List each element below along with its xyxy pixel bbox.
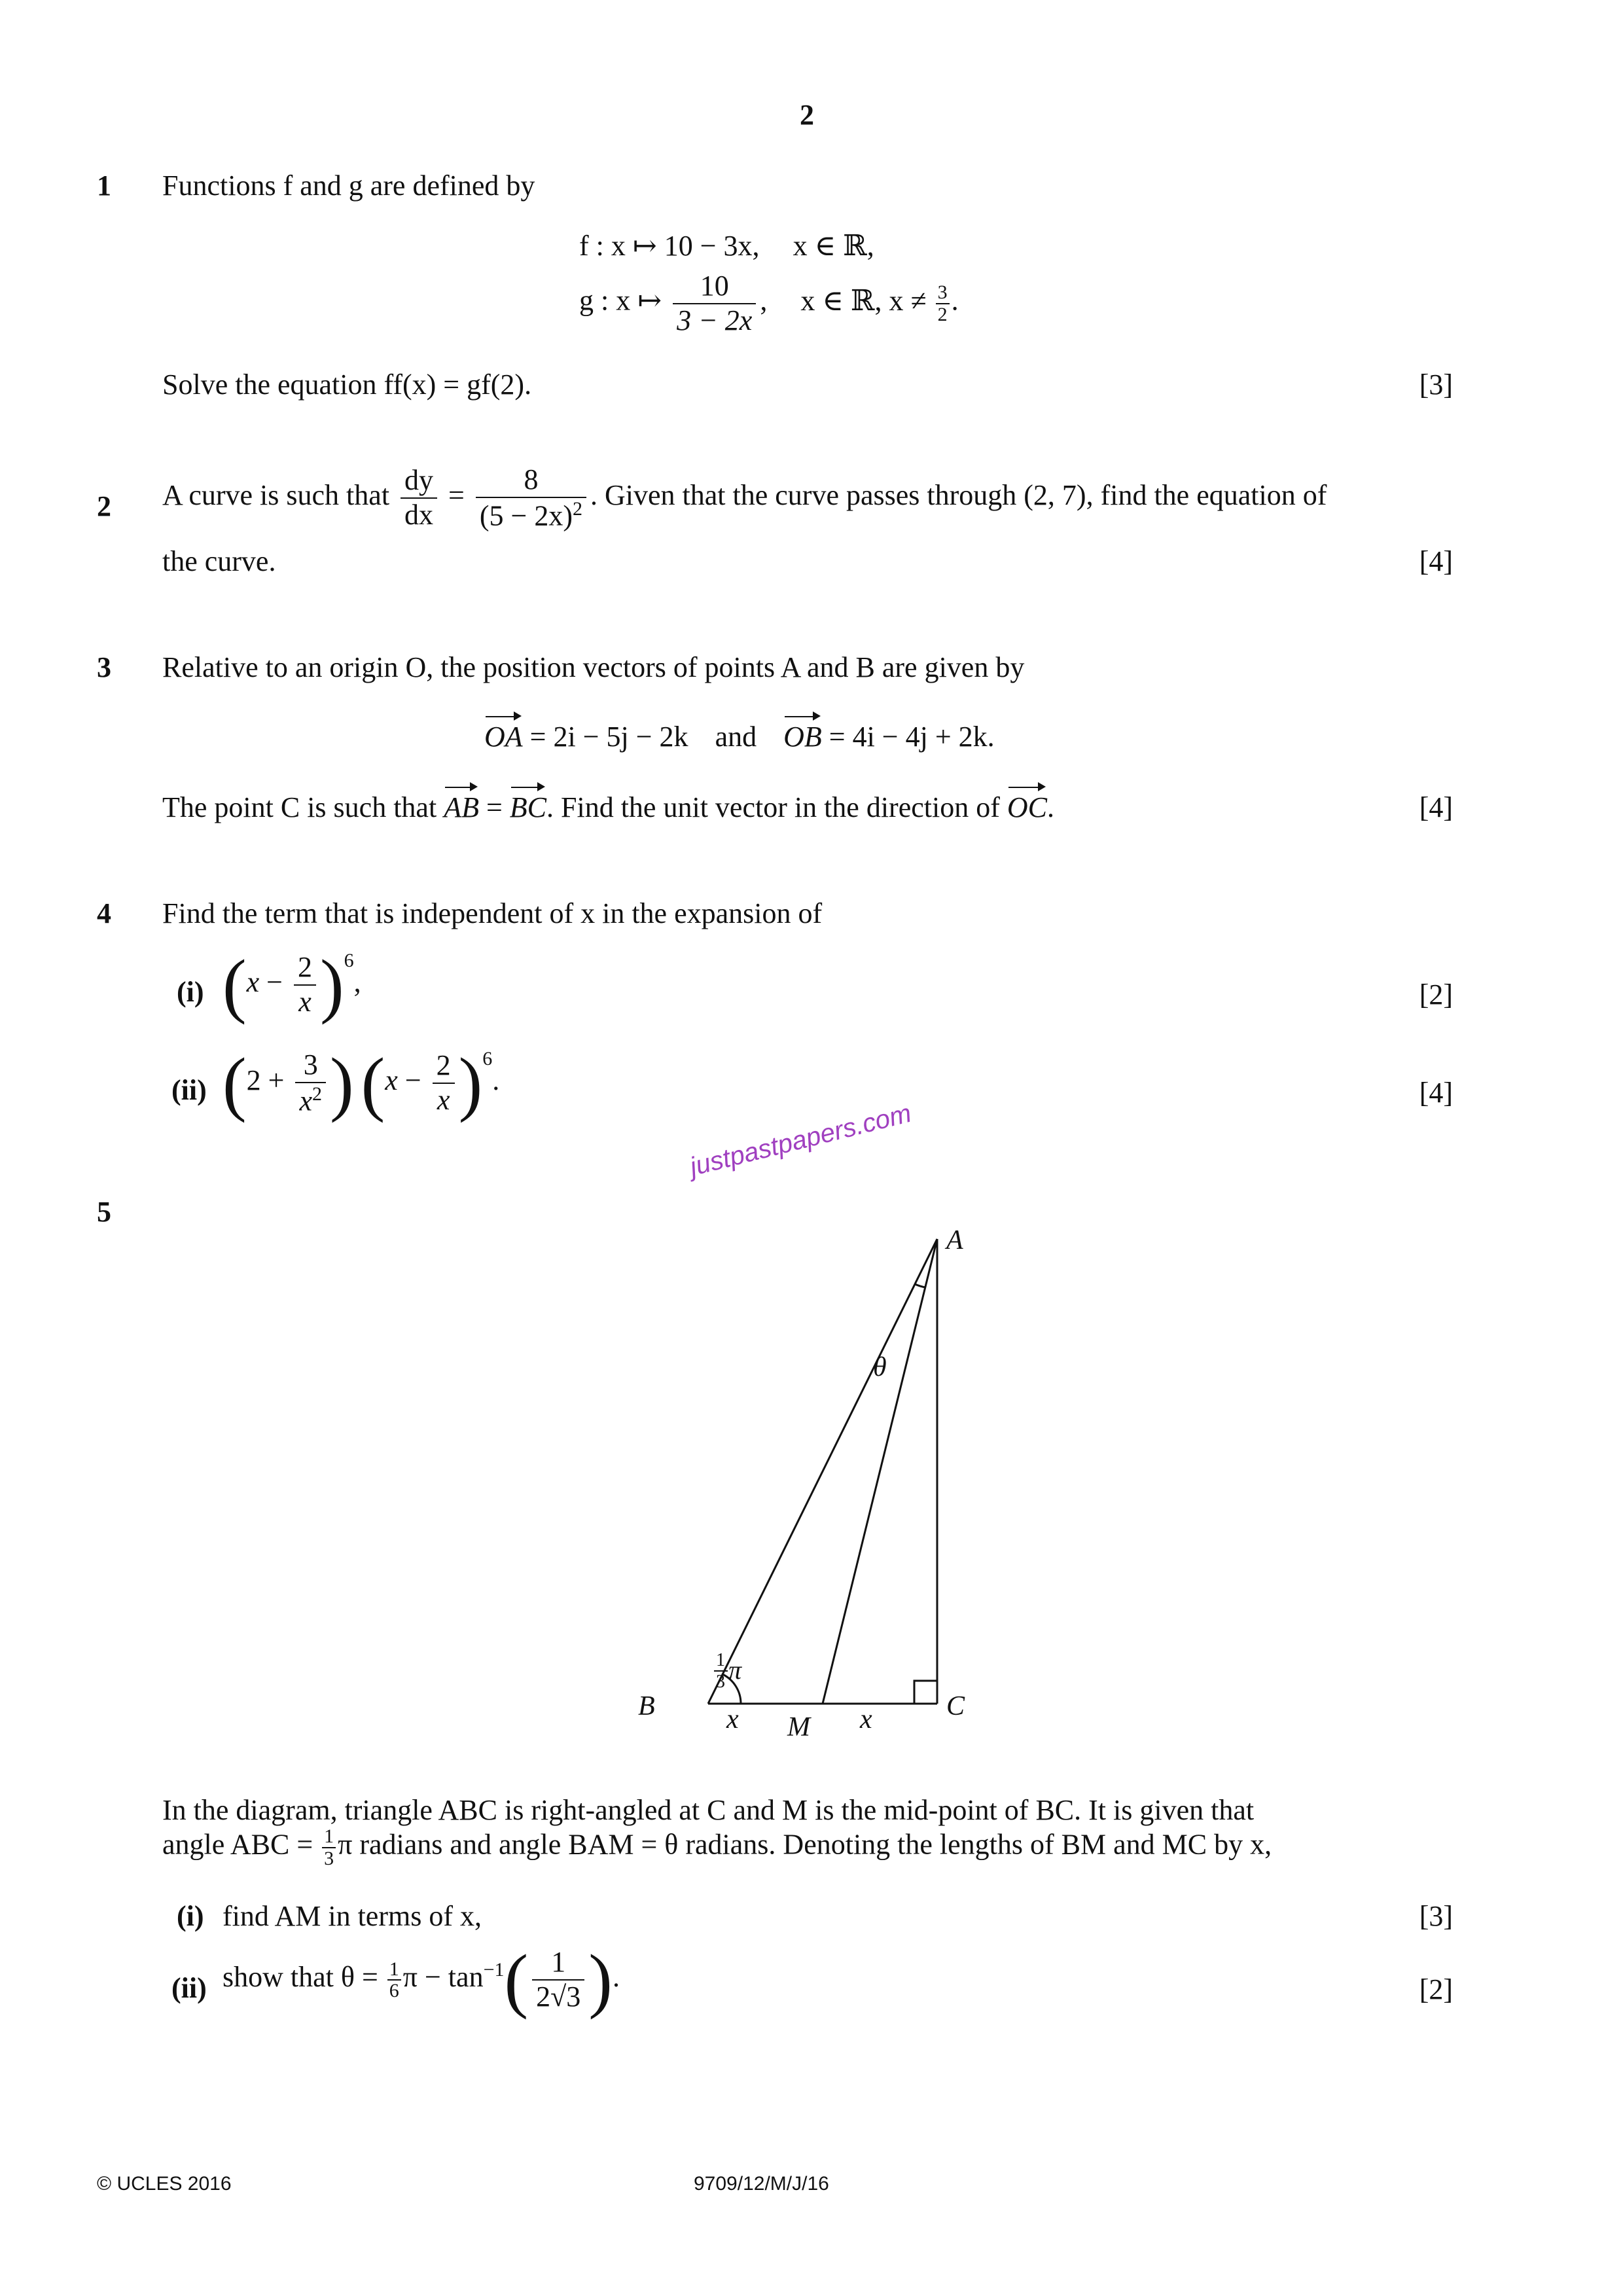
question-number: 5 <box>97 1196 111 1228</box>
marks-badge: [3] <box>1419 368 1453 401</box>
part-ii-label: (ii) <box>171 1074 207 1106</box>
footer-copyright: © UCLES 2016 <box>97 2173 232 2195</box>
question-text-continued: angle ABC = $\frac{1}{3}$ π radians and angle BAM = θ radians. Denoting the lengths of BM and MC by x, <box>162 1825 1272 1869</box>
angle-b-den: 3 <box>716 1672 725 1692</box>
side-ab <box>708 1239 937 1704</box>
watermark-text: justpastpapers.com <box>687 1098 914 1182</box>
marks-badge: [2] <box>1419 978 1453 1011</box>
question-number: 1 <box>97 170 111 202</box>
question-number: 2 <box>97 490 111 522</box>
part-i-expression: (x − $\frac{2}{x}$ )$^6$, <box>223 945 361 1025</box>
question-text: Find the term that is independent of x in the expansion of <box>162 897 823 929</box>
angle-b-pi: π <box>728 1655 742 1685</box>
angle-label-theta: θ <box>873 1352 887 1382</box>
vertex-label-a: A <box>946 1225 963 1255</box>
marks-badge: [2] <box>1419 1973 1453 2005</box>
g-fraction: $\frac{10}{3 - 2x}$ <box>673 270 756 337</box>
question-number: 4 <box>97 897 111 929</box>
question-text: In the diagram, triangle ABC is right-angled at C and M is the mid-point of BC. It is given that <box>162 1794 1255 1826</box>
question-text-continued: the curve. <box>162 545 276 577</box>
question-text: A curve is such that $\frac{dy}{dx}$ = $\frac{8}{(5 - 2x)^2}$ . Given that the curve passes through (2, 7), find the equation of <box>162 463 1327 532</box>
part-ii-expression: show that θ = $\frac{1}{6}$ $\pi - \tan^{-1}$( $\frac{1}{2√3}$ ). <box>223 1940 620 2020</box>
vertex-label-b: B <box>638 1691 655 1721</box>
vertex-label-m: M <box>787 1712 810 1742</box>
part-ii-label: (ii) <box>171 1972 207 2004</box>
vector-ab: AB <box>444 791 479 823</box>
line-am <box>823 1239 937 1704</box>
length-label-bm: x <box>726 1704 739 1734</box>
angle-theta-arc <box>915 1284 925 1287</box>
vertex-label-c: C <box>946 1691 965 1721</box>
marks-badge: [4] <box>1419 791 1453 823</box>
question-text: Relative to an origin O, the position vectors of points A and B are given by <box>162 651 1025 683</box>
marks-badge: [4] <box>1419 1077 1453 1109</box>
footer-paper-code: 9709/12/M/J/16 <box>694 2173 829 2195</box>
excluded-value-fraction: $\frac{3}{2}$ <box>936 282 950 325</box>
question-instruction: Solve the equation ff(x) = gf(2). <box>162 368 532 401</box>
vector-ob: OB <box>783 721 822 753</box>
page-number: 2 <box>800 99 814 131</box>
vector-oa: OA <box>484 721 523 753</box>
part-i-label: (i) <box>177 976 204 1008</box>
part-i-text: find AM in terms of x, <box>223 1900 482 1932</box>
vector-oc: OC <box>1007 791 1047 823</box>
marks-badge: [3] <box>1419 1900 1453 1932</box>
function-g-definition: g : x ↦ $\frac{10}{3 - 2x}$ , x ∈ ℝ, x ≠ $\frac{3}{2}$ . <box>579 270 959 336</box>
question-number: 3 <box>97 651 111 683</box>
part-i-label: (i) <box>177 1900 204 1932</box>
position-vectors: OA = 2i − 5j − 2k and OB = 4i − 4j + 2k. <box>484 721 995 753</box>
function-f-definition: f : x ↦ 10 − 3x, x ∈ ℝ, <box>579 230 874 262</box>
angle-b-num: 1 <box>716 1650 725 1670</box>
marks-badge: [4] <box>1419 545 1453 577</box>
question-instruction: The point C is such that AB = BC. Find the unit vector in the direction of OC. <box>162 791 1054 823</box>
question-text: Functions f and g are defined by <box>162 170 535 202</box>
length-label-mc: x <box>860 1704 872 1734</box>
angle-b-arc <box>722 1674 741 1704</box>
vector-bc: BC <box>509 791 547 823</box>
derivative-fraction: $\frac{dy}{dx}$ <box>401 464 437 531</box>
right-angle-mark <box>914 1681 937 1704</box>
rhs-fraction: $\frac{8}{(5 - 2x)^2}$ <box>476 463 586 533</box>
part-ii-expression: (2 + $\frac{3}{x^2}$ ) (x − $\frac{2}{x}$ )$^6$. <box>223 1043 500 1123</box>
